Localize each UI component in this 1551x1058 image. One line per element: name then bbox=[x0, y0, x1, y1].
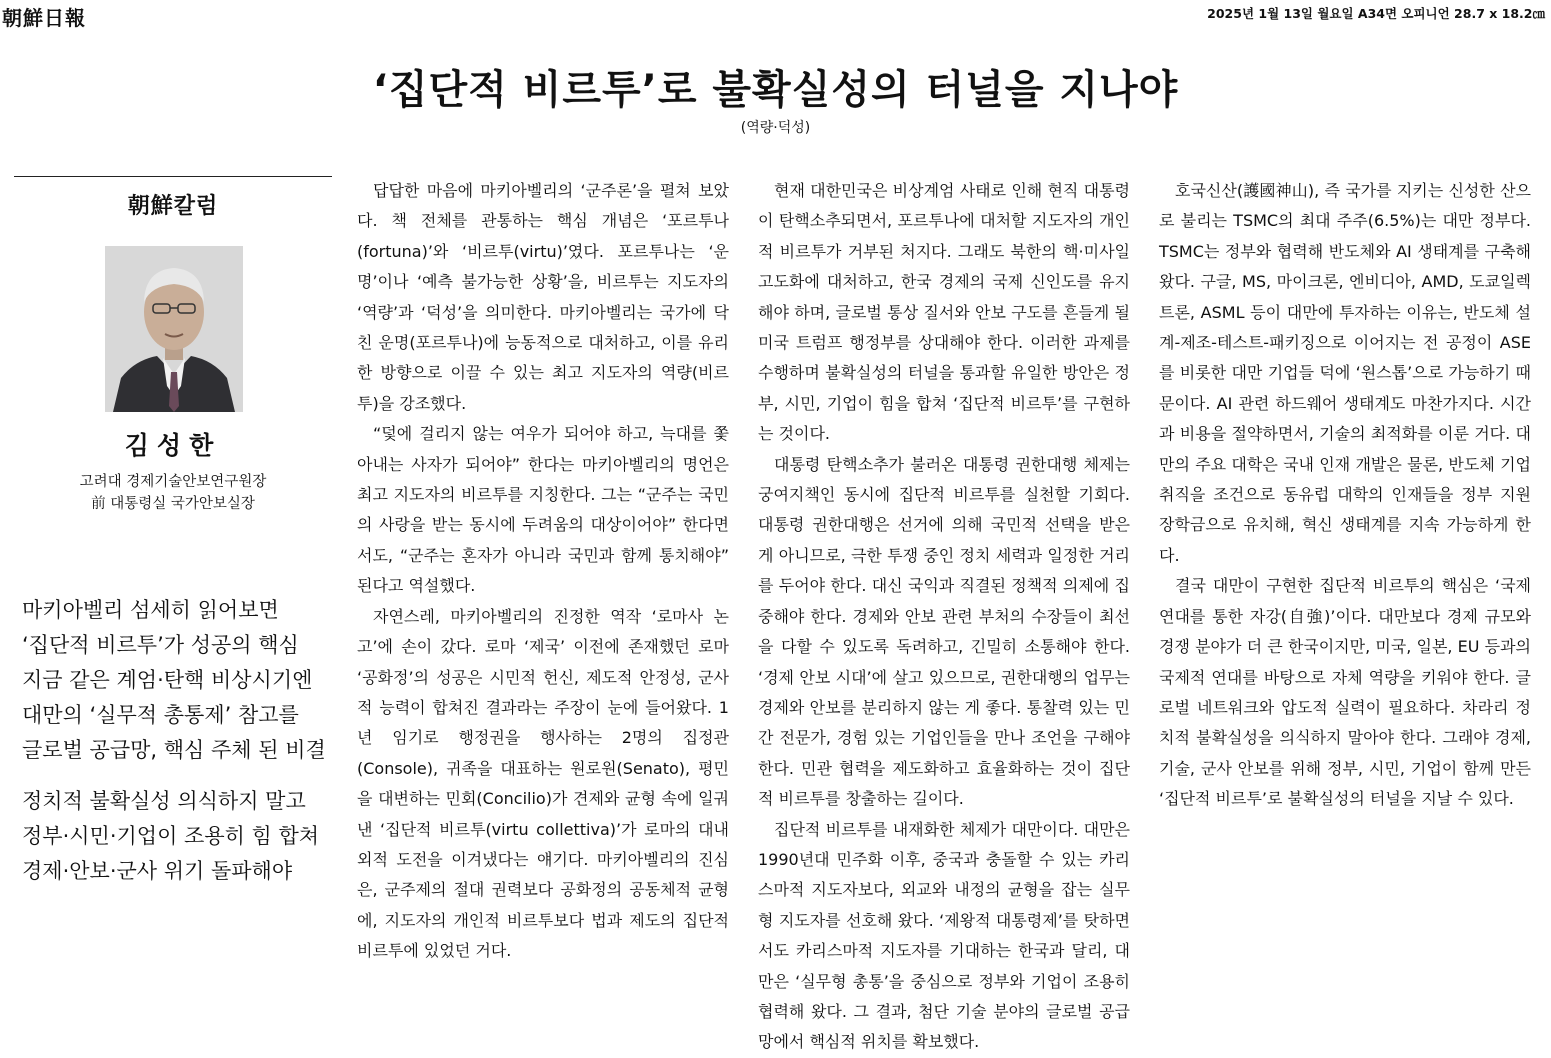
author-name: 김성한 bbox=[124, 431, 222, 460]
author-title-former: 前 대통령실 국가안보실장 bbox=[91, 496, 255, 512]
pullquote-line: 정치적 불확실성 의식하지 말고 bbox=[22, 789, 306, 813]
body-paragraph: 결국 대만이 구현한 집단적 비르투의 핵심은 ‘국제 연대를 통한 자강(自強)’이다. 대만보다 경제 규모와 경쟁 분야가 더 큰 한국이지만, 미국, 일본, EU 등과의 국제적 연대를 바탕으로 자체 역량을 키워야 한다. 글로벌 네트워크와 압도적 실력이 필요하다. 차라리 정치적 불확실성을 의식하지 말아야 한다. 그래야 경제, 기술, 군사 안보를 위해 정부, 시민, 기업이 함께 만든 ‘집단적 비르투’로 불확실성의 터널을 지날 수 있다. bbox=[1159, 576, 1531, 809]
pullquote-line: 정부·시민·기업이 조용히 힘 합쳐 bbox=[22, 824, 320, 848]
pullquote-2 bbox=[22, 784, 342, 889]
pullquote-line: 마키아벨리 섬세히 읽어보면 bbox=[22, 598, 279, 622]
body-paragraph: 답답한 마음에 마키아벨리의 ‘군주론’을 펼쳐 보았다. 책 전체를 관통하는 핵심 개념은 ‘포르투나(fortuna)’와 ‘비르투(virtu)’였다. 포르투나는 ‘운명’이나 ‘예측 불가능한 상황’을, 비르투는 지도자의 ‘역량’과 ‘덕성’을 의미한다. 마키아벨리는 국가에 닥친 운명(포르투나)에 능동적으로 대처하고, 이를 유리한 방향으로 이끌 수 있는 최고 지도자의 역량(비르투)을 강조했다. bbox=[357, 181, 729, 413]
article-headline: ‘집단적 비르투’로 불확실성의 터널을 지나야 bbox=[372, 67, 1179, 113]
sidebar-rule bbox=[14, 176, 332, 177]
section-label: 朝鮮칼럼 bbox=[127, 194, 219, 219]
pullquote-line: ‘집단적 비르투’가 성공의 핵심 bbox=[22, 633, 299, 657]
article-subtitle: (역량·덕성) bbox=[740, 120, 811, 136]
body-paragraph: “덫에 걸리지 않는 여우가 되어야 하고, 늑대를 쫓아내는 사자가 되어야” 한다는 마키아벨리의 명언은 최고 지도자의 비르투를 지칭한다. 그는 “군주는 국민의 사랑을 받는 동시에 두려움의 대상이어야” 한다면서도, “군주는 혼자가 아니라 국민과 함께 통치해야” 된다고 역설했다. bbox=[357, 424, 729, 596]
author-portrait bbox=[105, 246, 243, 412]
body-paragraph: 집단적 비르투를 내재화한 체제가 대만이다. 대만은 1990년대 민주화 이후, 중국과 충돌할 수 있는 카리스마적 지도자보다, 외교와 내정의 균형을 잡는 실무형 지도자를 선호해 왔다. ‘제왕적 대통령제’를 탓하면서도 카리스마적 지도자를 기대하는 한국과 달리, 대만은 ‘실무형 총통’을 중심으로 정부와 기업이 조용히 협력해 왔다. 그 결과, 첨단 기술 분야의 글로벌 공급망에서 핵심적 위치를 확보했다. bbox=[758, 819, 1130, 1052]
body-paragraph: 호국신산(護國神山), 즉 국가를 지키는 신성한 산으로 불리는 TSMC의 최대 주주(6.5%)는 대만 정부다. TSMC는 정부와 협력해 반도체와 AI 생태계를 구축해 왔다. 구글, MS, 마이크론, 엔비디아, AMD, 도쿄일렉트론, ASML 등이 대만에 투자하는 이유는, 반도체 설계-제조-테스트-패키징으로 이어지는 전 공정이 ASE를 비롯한 대만 기업들 덕에 ‘원스톱’으로 가능하기 때문이다. AI 관련 하드웨어 생태계도 마찬가지다. 시간과 비용을 절약하면서, 기술의 최적화를 이룬 거다. 대만의 주요 대학은 국내 인재 개발은 물론, 반도체 기업 취직을 조건으로 동유럽 대학의 인재들을 정부 지원 장학금으로 유치해, 혁신 생태계를 지속 가능하게 한다. bbox=[1159, 181, 1531, 565]
body-column-2 bbox=[758, 176, 1130, 1058]
author-title-current: 고려대 경제기술안보연구원장 bbox=[79, 474, 267, 490]
pullquote-line: 글로벌 공급망, 핵심 주체 된 비결 bbox=[22, 738, 326, 762]
portrait-image bbox=[105, 246, 243, 412]
newspaper-logo: 朝鮮日報 bbox=[2, 6, 86, 30]
body-column-1 bbox=[357, 176, 729, 967]
pullquote-line: 대만의 ‘실무적 총통제’ 참고를 bbox=[22, 703, 299, 727]
pullquote-1 bbox=[22, 593, 342, 768]
issue-info: 2025년 1월 13일 월요일 A34면 오피니언 28.7 x 18.2㎝ bbox=[1207, 6, 1545, 21]
body-column-3 bbox=[1159, 176, 1531, 815]
pullquote-line: 지금 같은 계엄·탄핵 비상시기엔 bbox=[22, 668, 313, 692]
body-paragraph: 현재 대한민국은 비상계엄 사태로 인해 현직 대통령이 탄핵소추되면서, 포르투나에 대처할 지도자의 개인적 비르투가 거부된 처지다. 그래도 북한의 핵·미사일 고도화에 대처하고, 한국 경제의 국제 신인도를 유지해야 하며, 글로벌 통상 질서와 안보 구도를 흔들게 될 미국 트럼프 행정부를 상대해야 한다. 이러한 과제를 수행하며 불확실성의 터널을 통과할 유일한 방안은 정부, 시민, 기업이 힘을 합쳐 ‘집단적 비르투’를 구현하는 것이다. bbox=[758, 181, 1130, 444]
body-paragraph: 대통령 탄핵소추가 불러온 대통령 권한대행 체제는 궁여지책인 동시에 집단적 비르투를 실천할 기회다. 대통령 권한대행은 선거에 의해 국민적 선택을 받은 게 아니므로, 극한 투쟁 중인 정치 세력과 일정한 거리를 두어야 한다. 대신 국익과 직결된 정책적 의제에 집중해야 한다. 경제와 안보 관련 부처의 수장들이 최선을 다할 수 있도록 독려하고, 긴밀히 소통해야 한다. ‘경제 안보 시대’에 살고 있으므로, 권한대행의 업무는 경제와 안보를 분리하지 않는 게 좋다. 통찰력 있는 민간 전문가, 경험 있는 기업인들을 만나 조언을 구해야 한다. 민관 협력을 제도화하고 효율화하는 것이 집단적 비르투를 창출하는 길이다. bbox=[758, 454, 1130, 809]
author-sidebar bbox=[14, 176, 332, 512]
pullquote-line: 경제·안보·군사 위기 돌파해야 bbox=[22, 859, 293, 883]
body-paragraph: 자연스레, 마키아벨리의 진정한 역작 ‘로마사 논고’에 손이 갔다. 로마 ‘제국’ 이전에 존재했던 로마 ‘공화정’의 성공은 시민적 헌신, 제도적 안정성, 군사적 능력이 합쳐진 결과라는 주장이 눈에 들어왔다. 1년 임기로 행정권을 행사하는 2명의 집정관(Console), 귀족을 대표하는 원로원(Senato), 평민을 대변하는 민회(Concilio)가 견제와 균형 속에 일궈낸 ‘집단적 비르투(virtu collettiva)’가 로마의 대내외적 도전을 이겨냈다는 얘기다. 마키아벨리의 진심은, 군주제의 절대 권력보다 공화정의 공동체적 균형에, 지도자의 개인적 비르투보다 법과 제도의 집단적 비르투에 있었던 거다. bbox=[357, 606, 729, 961]
